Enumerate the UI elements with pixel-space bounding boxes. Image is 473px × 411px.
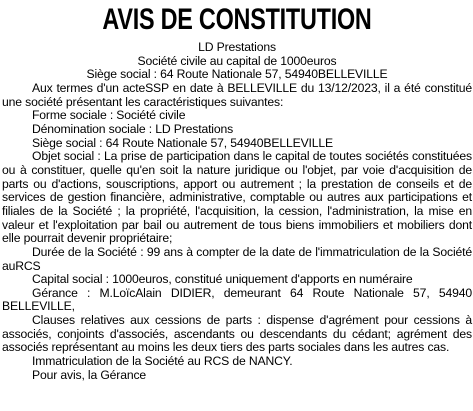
registration: Immatriculation de la Société au RCS de NANCY. bbox=[32, 354, 293, 369]
head-office-line: Siège social : 64 Route Nationale 57, 54940BELLEVILLE bbox=[86, 67, 388, 82]
purpose-line-6: valeur et l'exploitation par bail ou autrement de tous biens immobiliers et mobiliers dont bbox=[2, 217, 472, 232]
purpose-line-1: Objet social : La prise de participation dans le capital de toutes sociétés constituées bbox=[32, 149, 472, 164]
purpose-line-5: filiales de la Société ; la propriété, l'acquisition, la cession, l'administration, la mise en bbox=[2, 203, 472, 218]
capital: Capital social : 1000euros, constitué uniquement d'apports en numéraire bbox=[32, 272, 413, 287]
manager-line-2: BELLEVILLE, bbox=[2, 299, 75, 314]
duration-line-2: auRCS bbox=[2, 258, 41, 273]
manager-line-1: Gérance : M.LoïcAlain DIDIER, demeurant 64 Route Nationale 57, 54940 bbox=[32, 285, 472, 300]
transfer-clause-line-2: associés, conjoints d'associés, ascendants ou descendants du cédant; agrément des bbox=[2, 326, 472, 341]
purpose-paragraph bbox=[2, 150, 472, 246]
manager-paragraph bbox=[2, 287, 472, 314]
transfer-clause-paragraph bbox=[2, 314, 472, 355]
purpose-line-7: elle pourrait devenir propriétaire; bbox=[2, 231, 173, 246]
transfer-clause-line-3: associés représentant au moins les deux tiers des parts sociales dans les autres cas. bbox=[2, 340, 450, 355]
intro-paragraph bbox=[2, 82, 472, 109]
purpose-line-3: parts ou d'actions, souscriptions, apport ou autrement ; la prestation de conseils et de bbox=[2, 176, 472, 191]
intro-line-2: une société présentant les caractéristiques suivantes: bbox=[2, 94, 284, 109]
transfer-clause-line-1: Clauses relatives aux cessions de parts : dispense d'agrément pour cessions à bbox=[32, 313, 472, 328]
head-office: Siège social : 64 Route Nationale 57, 54940BELLEVILLE bbox=[32, 135, 334, 150]
intro-line-1: Aux termes d'un acteSSP en date à BELLEVILLE du 13/12/2023, il a été constitué bbox=[32, 80, 472, 95]
company-name: LD Prestations bbox=[198, 40, 276, 54]
notice-body bbox=[2, 41, 472, 382]
denomination: Dénomination sociale : LD Prestations bbox=[32, 121, 234, 136]
signature: Pour avis, la Gérance bbox=[32, 367, 147, 382]
purpose-line-2: ou à constituer, quelle qu'en soit la nature juridique ou l'objet, par voie d'acquisition de bbox=[2, 162, 472, 177]
legal-form: Forme sociale : Société civile bbox=[32, 108, 186, 123]
notice-title: AVIS DE CONSTITUTION bbox=[102, 3, 372, 36]
purpose-line-4: services de gestion financière, administrative, comptable ou autres aux participations et bbox=[2, 190, 472, 205]
duration-paragraph bbox=[2, 246, 472, 273]
company-type-line: Société civile au capital de 1000euros bbox=[137, 53, 337, 68]
duration-line-1: Durée de la Société : 99 ans à compter de la date de l'immatriculation de la Société bbox=[32, 244, 472, 259]
